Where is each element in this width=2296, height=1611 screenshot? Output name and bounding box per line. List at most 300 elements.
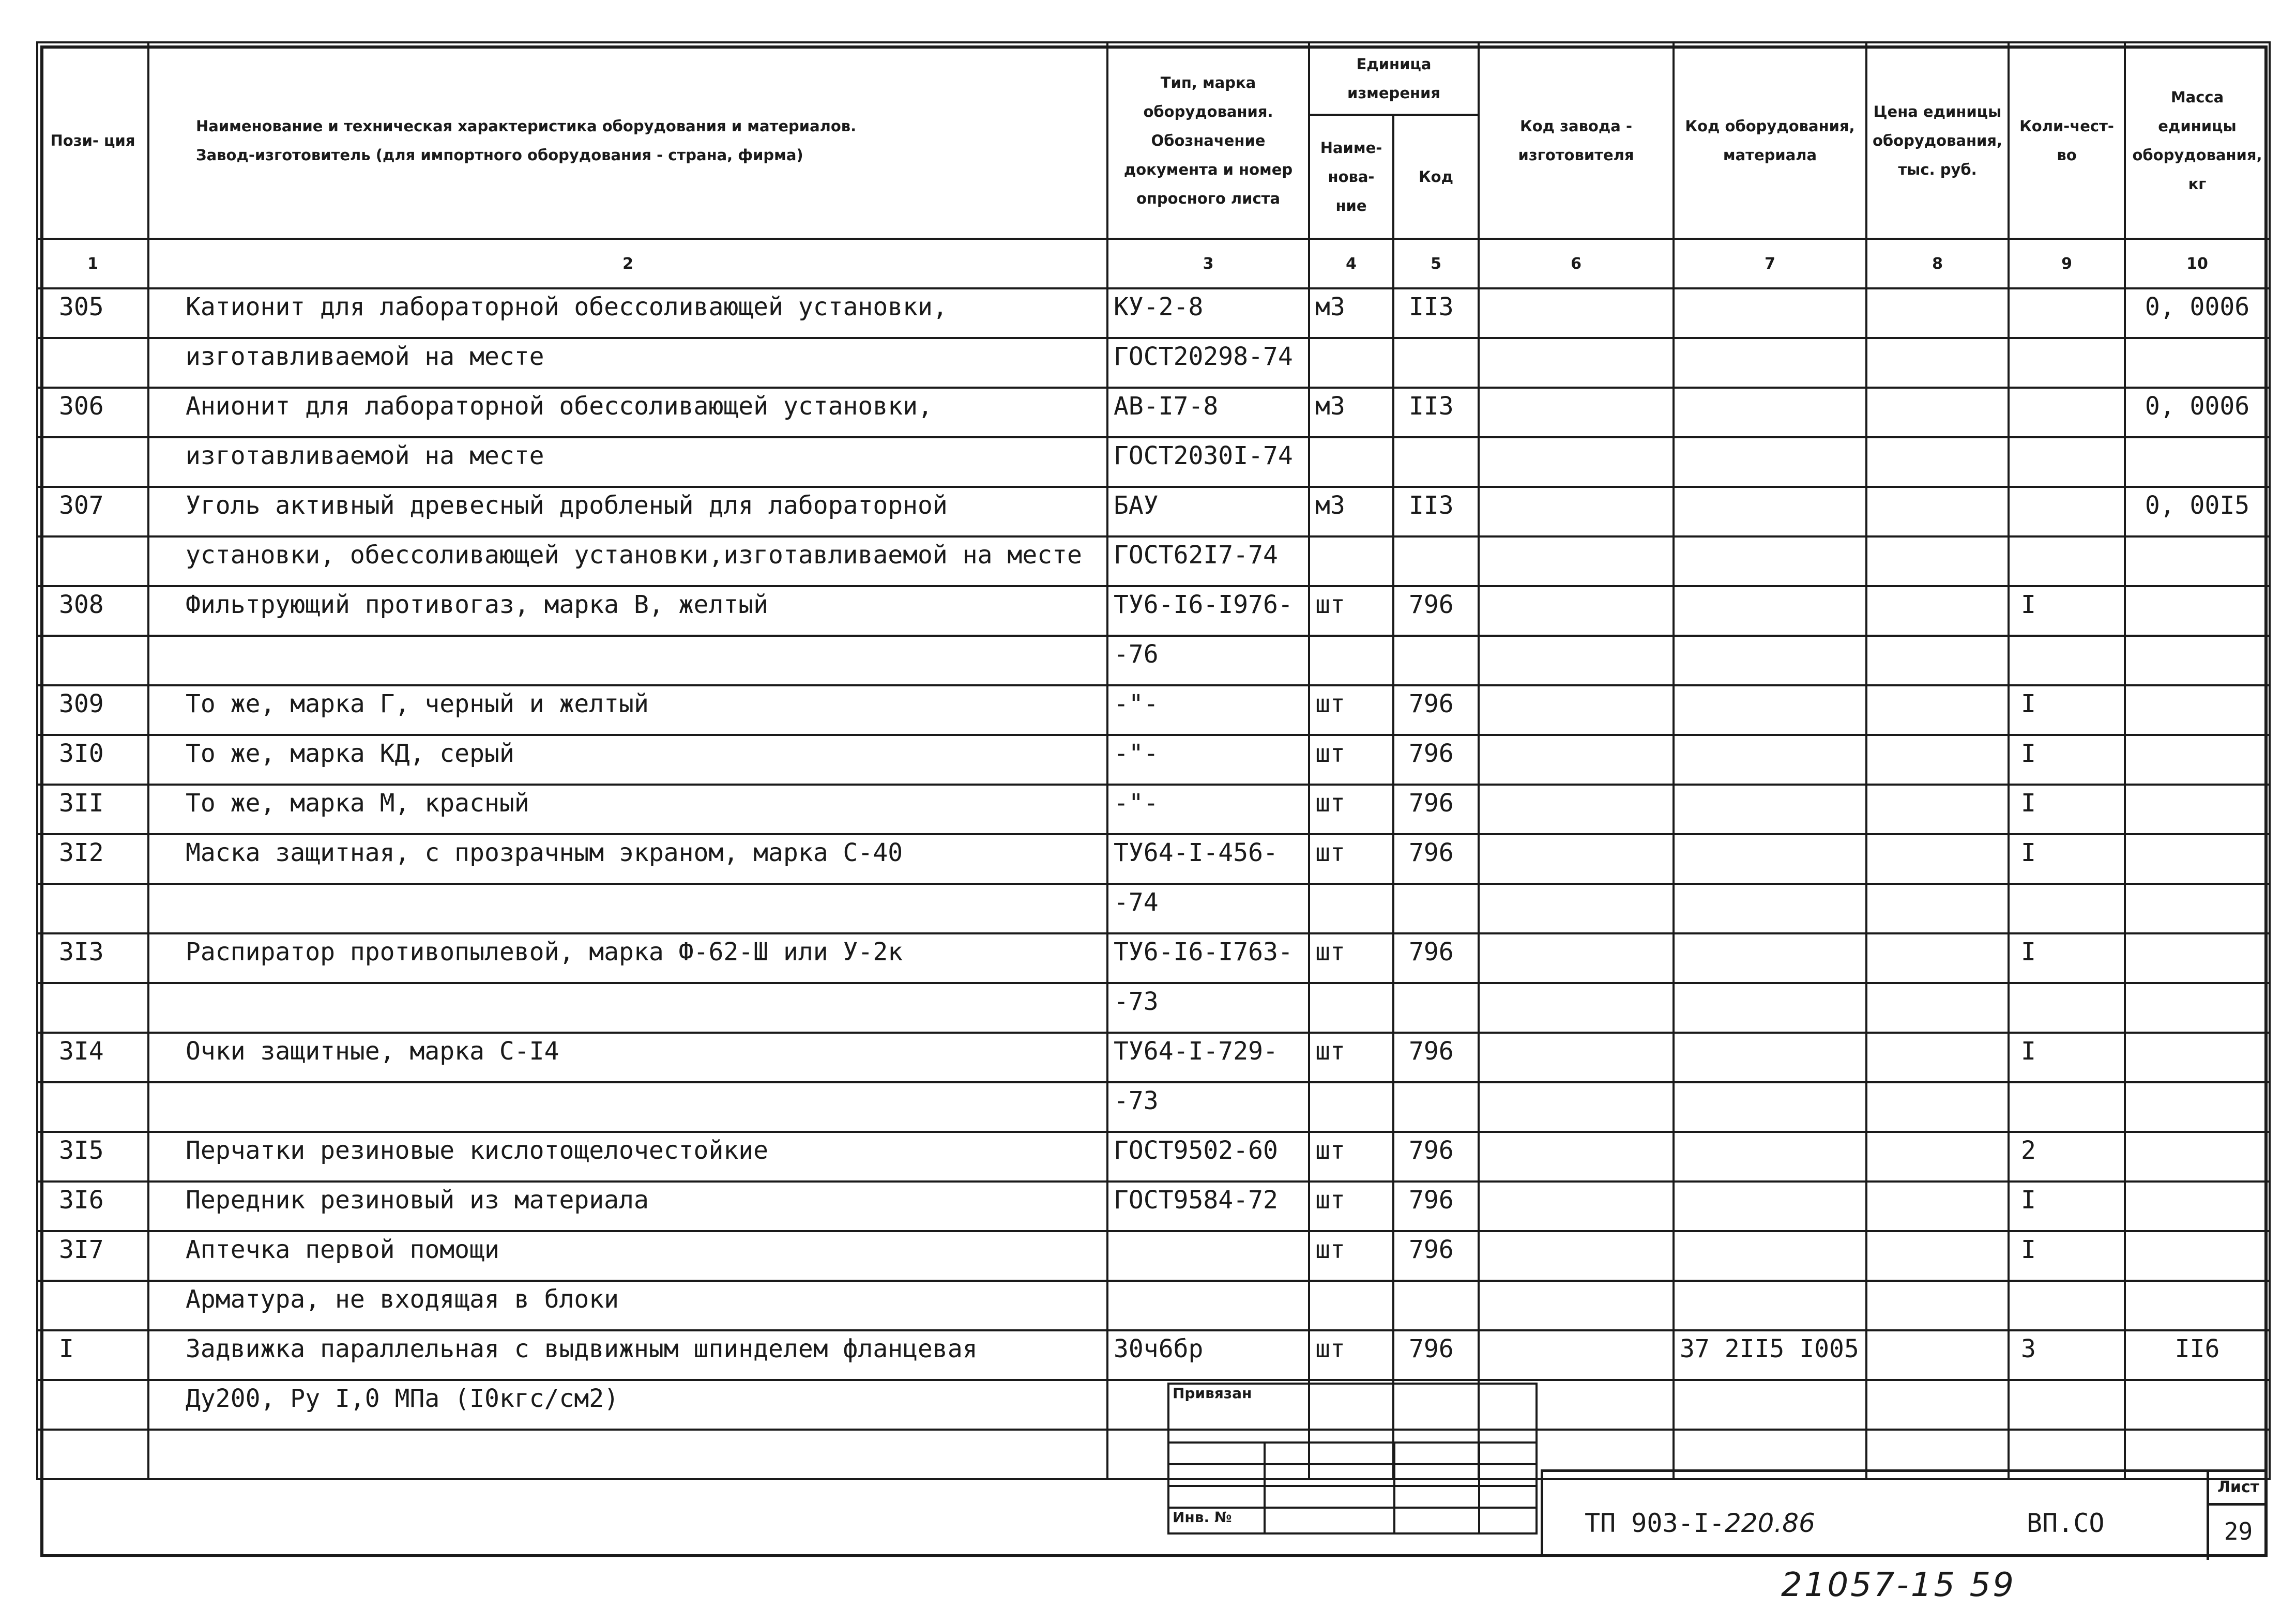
cell-unit (1309, 1281, 1393, 1330)
cell-material-code: 37 2II5 I005 (1674, 1330, 1866, 1380)
column-numbers-row (37, 239, 2270, 288)
cell-unit-code: 796 (1393, 1231, 1479, 1281)
cell-plant-code (1479, 487, 1674, 536)
cell-unit-code: II3 (1393, 487, 1479, 536)
cell-position: 307 (37, 487, 148, 536)
table-row (37, 1380, 2270, 1430)
cell-unit-code: 796 (1393, 785, 1479, 834)
cell-material-code (1674, 1132, 1866, 1182)
cell-material-code (1674, 1281, 1866, 1330)
table-row (37, 1132, 2270, 1182)
cell-position (37, 437, 148, 487)
cell-plant-code (1479, 437, 1674, 487)
cell-plant-code (1479, 933, 1674, 983)
cell-mass (2125, 884, 2270, 933)
cell-material-code (1674, 288, 1866, 338)
table-body (37, 288, 2270, 1479)
cell-quantity (2009, 288, 2125, 338)
cell-name: Фильтрующий противогаз, марка В, желтый (148, 586, 1107, 636)
cell-material-code (1674, 1033, 1866, 1082)
cell-plant-code (1479, 785, 1674, 834)
cell-mass: 0, 0006 (2125, 388, 2270, 437)
cell-plant-code (1479, 884, 1674, 933)
cell-plant-code (1479, 1033, 1674, 1082)
cell-mass (2125, 586, 2270, 636)
cell-name: Анионит для лабораторной обессоливающей установки, (148, 388, 1107, 437)
cell-type: АВ-I7-8 (1107, 388, 1309, 437)
header-mass: Масса единицы оборудования, кг (2125, 42, 2270, 239)
cell-position (37, 1082, 148, 1132)
cell-material-code (1674, 437, 1866, 487)
stamp-inv-no: Инв. № (1168, 1508, 1265, 1533)
sheet-number: 29 (2224, 1517, 2253, 1545)
cell-quantity (2009, 983, 2125, 1033)
cell-type: БАУ (1107, 487, 1309, 536)
header-material-code: Код оборудования, материала (1674, 42, 1866, 239)
cell-quantity: I (2009, 1182, 2125, 1231)
header-plant-code: Код завода - изготовителя (1479, 42, 1674, 239)
cell-quantity (2009, 1082, 2125, 1132)
cell-position: 3II (37, 785, 148, 834)
cell-mass (2125, 1082, 2270, 1132)
cell-material-code (1674, 1231, 1866, 1281)
cell-position: 308 (37, 586, 148, 636)
cell-quantity (2009, 884, 2125, 933)
cell-mass (2125, 983, 2270, 1033)
cell-quantity: I (2009, 1231, 2125, 1281)
cell-unit: шт (1309, 933, 1393, 983)
table-header (37, 42, 2270, 288)
cell-type: -"- (1107, 685, 1309, 735)
cell-unit-code (1393, 1082, 1479, 1132)
cell-name: изготавливаемой на месте (148, 437, 1107, 487)
cell-quantity (2009, 437, 2125, 487)
table-row (37, 735, 2270, 785)
column-number: 5 (1393, 239, 1479, 288)
sheet-number-box (2207, 1472, 2268, 1560)
cell-name: Очки защитные, марка С-I4 (148, 1033, 1107, 1082)
table-row (37, 1082, 2270, 1132)
cell-type: ГОСТ62I7-74 (1107, 536, 1309, 586)
cell-plant-code (1479, 1281, 1674, 1330)
cell-position (37, 636, 148, 685)
cell-material-code (1674, 685, 1866, 735)
cell-position (37, 536, 148, 586)
table-row (37, 785, 2270, 834)
column-number: 9 (2009, 239, 2125, 288)
cell-price (1866, 636, 2009, 685)
cell-name (148, 983, 1107, 1033)
cell-material-code (1674, 1380, 1866, 1430)
cell-mass (2125, 834, 2270, 884)
cell-material-code (1674, 1182, 1866, 1231)
cell-position: 3I3 (37, 933, 148, 983)
cell-unit (1309, 983, 1393, 1033)
cell-plant-code (1479, 1330, 1674, 1380)
table-row (37, 586, 2270, 636)
cell-price (1866, 884, 2009, 933)
cell-unit (1309, 884, 1393, 933)
cell-price (1866, 388, 2009, 437)
column-number: 1 (37, 239, 148, 288)
cell-mass: II6 (2125, 1330, 2270, 1380)
cell-name: Уголь активный древесный дробленый для лабораторной (148, 487, 1107, 536)
cell-type: -74 (1107, 884, 1309, 933)
cell-position (37, 983, 148, 1033)
cell-mass (2125, 1281, 2270, 1330)
cell-quantity: I (2009, 586, 2125, 636)
cell-unit-code: 796 (1393, 586, 1479, 636)
cell-type: ГОСТ9502-60 (1107, 1132, 1309, 1182)
cell-unit-code: 796 (1393, 685, 1479, 735)
cell-quantity: I (2009, 685, 2125, 735)
cell-unit-code (1393, 884, 1479, 933)
stamp-cell (1168, 1486, 1265, 1508)
table-row (37, 636, 2270, 685)
cell-material-code (1674, 834, 1866, 884)
cell-mass (2125, 536, 2270, 586)
cell-position: 3I6 (37, 1182, 148, 1231)
specification-table (36, 41, 2271, 1480)
cell-unit (1309, 1082, 1393, 1132)
cell-position: 306 (37, 388, 148, 437)
table-row (37, 536, 2270, 586)
table-row (37, 1281, 2270, 1330)
header-position: Пози- ция (37, 42, 148, 239)
cell-unit-code (1393, 983, 1479, 1033)
cell-name: Арматура, не входящая в блоки (148, 1281, 1107, 1330)
stamp-privyazan: Привязан (1168, 1384, 1537, 1443)
cell-type: -"- (1107, 785, 1309, 834)
cell-mass (2125, 785, 2270, 834)
cell-position (37, 338, 148, 388)
header-unit-code: Код (1393, 115, 1479, 239)
table-row (37, 1231, 2270, 1281)
cell-material-code (1674, 536, 1866, 586)
stamp-cell (1394, 1486, 1479, 1508)
table-row (37, 685, 2270, 735)
cell-position: 3I4 (37, 1033, 148, 1082)
cell-price (1866, 735, 2009, 785)
cell-position (37, 1380, 148, 1430)
header-type: Тип, марка оборудования. Обозначение документа и номер опросного листа (1107, 42, 1309, 239)
column-number: 3 (1107, 239, 1309, 288)
cell-unit-code: II3 (1393, 288, 1479, 338)
cell-unit-code (1393, 437, 1479, 487)
cell-mass: 0, 0006 (2125, 288, 2270, 338)
cell-name (148, 1082, 1107, 1132)
column-number: 10 (2125, 239, 2270, 288)
cell-price (1866, 487, 2009, 536)
cell-mass (2125, 1132, 2270, 1182)
cell-plant-code (1479, 338, 1674, 388)
cell-plant-code (1479, 636, 1674, 685)
column-number: 6 (1479, 239, 1674, 288)
cell-type: 30ч6бр (1107, 1330, 1309, 1380)
cell-name (148, 636, 1107, 685)
table-row (37, 1033, 2270, 1082)
cell-name: Аптечка первой помощи (148, 1231, 1107, 1281)
cell-price (1866, 437, 2009, 487)
cell-price (1866, 1231, 2009, 1281)
stamp-cell (1479, 1486, 1537, 1508)
cell-name: изготавливаемой на месте (148, 338, 1107, 388)
cell-unit-code: 796 (1393, 1033, 1479, 1082)
table-row (37, 884, 2270, 933)
column-number: 2 (148, 239, 1107, 288)
cell-unit-code: 796 (1393, 1182, 1479, 1231)
cell-material-code (1674, 933, 1866, 983)
cell-material-code (1674, 487, 1866, 536)
cell-mass (2125, 1231, 2270, 1281)
cell-unit: шт (1309, 834, 1393, 884)
cell-mass (2125, 1182, 2270, 1231)
cell-quantity (2009, 338, 2125, 388)
cell-quantity: 2 (2009, 1132, 2125, 1182)
cell-price (1866, 785, 2009, 834)
cell-type (1107, 1231, 1309, 1281)
table-row (37, 487, 2270, 536)
cell-plant-code (1479, 1182, 1674, 1231)
stamp-cell (1479, 1443, 1537, 1464)
cell-plant-code (1479, 685, 1674, 735)
cell-price (1866, 1281, 2009, 1330)
cell-unit-code: 796 (1393, 1132, 1479, 1182)
cell-price (1866, 338, 2009, 388)
cell-quantity (2009, 487, 2125, 536)
cell-price (1866, 536, 2009, 586)
cell-name: То же, марка КД, серый (148, 735, 1107, 785)
table-row (37, 288, 2270, 338)
handwritten-note: 21057-15 59 (1781, 1566, 2016, 1604)
cell-plant-code (1479, 735, 1674, 785)
cell-material-code (1674, 388, 1866, 437)
cell-material-code (1674, 983, 1866, 1033)
cell-type: -73 (1107, 1082, 1309, 1132)
cell-plant-code (1479, 1231, 1674, 1281)
cell-mass (2125, 338, 2270, 388)
cell-position: I (37, 1330, 148, 1380)
cell-price (1866, 983, 2009, 1033)
cell-unit-code (1393, 338, 1479, 388)
cell-unit-code (1393, 536, 1479, 586)
cell-mass (2125, 1380, 2270, 1430)
cell-type: -76 (1107, 636, 1309, 685)
cell-unit: шт (1309, 1231, 1393, 1281)
cell-price (1866, 288, 2009, 338)
cell-material-code (1674, 338, 1866, 388)
stamp-cell (1265, 1508, 1394, 1533)
table-row (37, 1330, 2270, 1380)
cell-type (1107, 1281, 1309, 1330)
cell-unit (1309, 437, 1393, 487)
table-row (37, 834, 2270, 884)
cell-plant-code (1479, 388, 1674, 437)
cell-plant-code (1479, 1132, 1674, 1182)
stamp-cell (1168, 1443, 1265, 1464)
cell-position: 3I7 (37, 1231, 148, 1281)
cell-unit: м3 (1309, 487, 1393, 536)
cell-quantity (2009, 536, 2125, 586)
cell-type: ГОСТ9584-72 (1107, 1182, 1309, 1231)
cell-unit: шт (1309, 685, 1393, 735)
cell-type: КУ-2-8 (1107, 288, 1309, 338)
cell-unit: шт (1309, 586, 1393, 636)
cell-mass (2125, 636, 2270, 685)
cell-unit-code: 796 (1393, 933, 1479, 983)
cell-price (1866, 1182, 2009, 1231)
table-row (37, 437, 2270, 487)
cell-price (1866, 1033, 2009, 1082)
cell-position: 3I0 (37, 735, 148, 785)
cell-plant-code (1479, 536, 1674, 586)
cell-price (1866, 1132, 2009, 1182)
cell-position: 3I2 (37, 834, 148, 884)
cell-unit (1309, 338, 1393, 388)
cell-quantity (2009, 388, 2125, 437)
cell-type: -73 (1107, 983, 1309, 1033)
cell-name: Передник резиновый из материала (148, 1182, 1107, 1231)
cell-plant-code (1479, 586, 1674, 636)
cell-unit: шт (1309, 735, 1393, 785)
table-row (37, 338, 2270, 388)
cell-type: ТУ6-I6-I763- (1107, 933, 1309, 983)
cell-plant-code (1479, 834, 1674, 884)
cell-unit (1309, 636, 1393, 685)
cell-type: ГОСТ20298-74 (1107, 338, 1309, 388)
header-price: Цена единицы оборудования, тыс. руб. (1866, 42, 2009, 239)
cell-quantity (2009, 636, 2125, 685)
cell-material-code (1674, 785, 1866, 834)
cell-unit-code: 796 (1393, 1330, 1479, 1380)
header-name-line1: Наименование и техническая характеристика оборудования и материалов. (196, 117, 857, 135)
cell-material-code (1674, 636, 1866, 685)
cell-type: ТУ6-I6-I976- (1107, 586, 1309, 636)
cell-position (37, 1430, 148, 1479)
cell-name: Катионит для лабораторной обессоливающей установки, (148, 288, 1107, 338)
document-code (1585, 1508, 1815, 1538)
stamp-cell (1394, 1443, 1479, 1464)
cell-mass (2125, 933, 2270, 983)
cell-plant-code (1479, 1082, 1674, 1132)
column-number: 8 (1866, 239, 2009, 288)
cell-unit: м3 (1309, 288, 1393, 338)
cell-price (1866, 1330, 2009, 1380)
document-section: ВП.СО (2027, 1508, 2105, 1538)
cell-unit: шт (1309, 1182, 1393, 1231)
title-block (1541, 1469, 2268, 1557)
document-code-prefix: ТП 903-I- (1585, 1508, 1725, 1538)
cell-position (37, 1281, 148, 1330)
table-row (37, 933, 2270, 983)
table-row (37, 388, 2270, 437)
cell-unit-code (1393, 636, 1479, 685)
cell-name: Маска защитная, с прозрачным экраном, марка С-40 (148, 834, 1107, 884)
stamp-cell (1479, 1508, 1537, 1533)
cell-unit-code (1393, 1281, 1479, 1330)
cell-name: Распиратор противопылевой, марка Ф-62-Ш или У-2к (148, 933, 1107, 983)
cell-price (1866, 933, 2009, 983)
cell-mass (2125, 437, 2270, 487)
cell-name: То же, марка М, красный (148, 785, 1107, 834)
table-row (37, 1182, 2270, 1231)
cell-quantity: I (2009, 834, 2125, 884)
column-number: 4 (1309, 239, 1393, 288)
cell-name: Задвижка параллельная с выдвижным шпинделем фланцевая (148, 1330, 1107, 1380)
sheet-label: Лист (2209, 1472, 2268, 1506)
cell-price (1866, 1380, 2009, 1430)
cell-unit: шт (1309, 1330, 1393, 1380)
header-unit-name: Наиме-нова-ние (1309, 115, 1393, 239)
cell-unit: шт (1309, 1033, 1393, 1082)
cell-unit: м3 (1309, 388, 1393, 437)
cell-quantity: I (2009, 933, 2125, 983)
stamp-cell (1265, 1486, 1394, 1508)
cell-material-code (1674, 586, 1866, 636)
cell-material-code (1674, 1082, 1866, 1132)
cell-material-code (1674, 884, 1866, 933)
cell-quantity: 3 (2009, 1330, 2125, 1380)
stamp-cell (1394, 1464, 1479, 1486)
header-unit-group: Единица измерения (1309, 42, 1479, 115)
cell-quantity: I (2009, 1033, 2125, 1082)
cell-unit-code: 796 (1393, 834, 1479, 884)
cell-plant-code (1479, 983, 1674, 1033)
stamp-cell (1479, 1464, 1537, 1486)
cell-price (1866, 1082, 2009, 1132)
cell-unit: шт (1309, 785, 1393, 834)
cell-quantity: I (2009, 785, 2125, 834)
cell-name: Ду200, Ру I,0 МПа (I0кгс/см2) (148, 1380, 1107, 1430)
cell-name: То же, марка Г, черный и желтый (148, 685, 1107, 735)
cell-mass: 0, 00I5 (2125, 487, 2270, 536)
cell-type: ТУ64-I-729- (1107, 1033, 1309, 1082)
cell-plant-code (1479, 288, 1674, 338)
stamp-cell (1265, 1464, 1394, 1486)
cell-mass (2125, 685, 2270, 735)
cell-unit-code: 796 (1393, 735, 1479, 785)
cell-position: 3I5 (37, 1132, 148, 1182)
cell-name: Перчатки резиновые кислотощелочестойкие (148, 1132, 1107, 1182)
cell-quantity: I (2009, 735, 2125, 785)
cell-type: ГОСТ2030I-74 (1107, 437, 1309, 487)
cell-position: 305 (37, 288, 148, 338)
stamp-cell (1265, 1443, 1394, 1464)
cell-mass (2125, 1033, 2270, 1082)
cell-name (148, 884, 1107, 933)
stamp-cell (1168, 1464, 1265, 1486)
cell-type: ТУ64-I-456- (1107, 834, 1309, 884)
header-name-line2: Завод-изготовитель (для импортного оборудования - страна, фирма) (196, 146, 803, 164)
cell-name: установки, обессоливающей установки,изготавливаемой на месте (148, 536, 1107, 586)
cell-type: -"- (1107, 735, 1309, 785)
document-code-suffix: 220.86 (1724, 1508, 1815, 1538)
cell-quantity (2009, 1281, 2125, 1330)
column-number: 7 (1674, 239, 1866, 288)
header-name (148, 42, 1107, 239)
cell-price (1866, 834, 2009, 884)
cell-position: 309 (37, 685, 148, 735)
cell-unit: шт (1309, 1132, 1393, 1182)
cell-quantity (2009, 1380, 2125, 1430)
cell-position (37, 884, 148, 933)
table-row (37, 983, 2270, 1033)
cell-price (1866, 685, 2009, 735)
cell-material-code (1674, 735, 1866, 785)
stamp-cell (1394, 1508, 1479, 1533)
cell-unit (1309, 536, 1393, 586)
header-quantity: Коли-чест-во (2009, 42, 2125, 239)
